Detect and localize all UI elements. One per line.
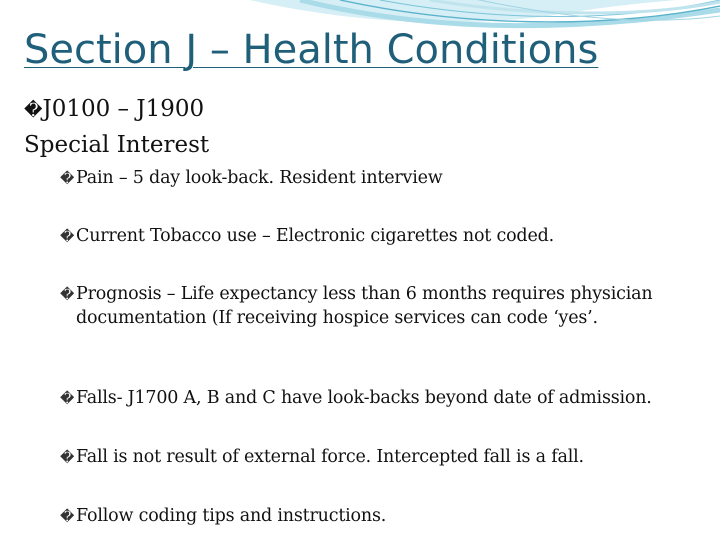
section-heading [24,92,209,162]
bullet-icon: � [60,391,75,407]
bullet-icon: � [60,450,75,466]
bullet-item [60,505,720,529]
bullet-icon: � [60,229,75,245]
bullet-item [60,283,720,330]
bullet-text: Falls- J1700 A, B and C have look-backs beyond date of admission. [76,388,652,408]
section-heading-line-2: Special Interest [24,132,210,158]
bullet-icon: � [60,509,75,525]
bullet-text: Fall is not result of external force. Intercepted fall is a fall. [76,447,584,467]
bullet-text: Follow coding tips and instructions. [76,506,387,526]
section-heading-line-1 [24,92,209,128]
bullet-text: Current Tobacco use – Electronic cigarettes not coded. [76,226,554,246]
heading-code-range: J0100 – J1900 [42,96,205,122]
bullet-text: Prognosis – Life expectancy less than 6 months requires physician documentation (If receiving hospice services can code ‘yes’. [76,284,653,328]
bullet-text: Pain – 5 day look-back. Resident interview [76,168,443,188]
bullet-item [60,167,720,191]
bullet-icon: � [60,171,75,187]
heading-bullet-icon: � [24,100,43,121]
bullet-item [60,225,720,249]
bullet-icon: � [60,287,75,303]
slide-title: Section J – Health Conditions [24,27,599,73]
bullet-item [60,387,720,411]
bullet-item [60,446,720,470]
